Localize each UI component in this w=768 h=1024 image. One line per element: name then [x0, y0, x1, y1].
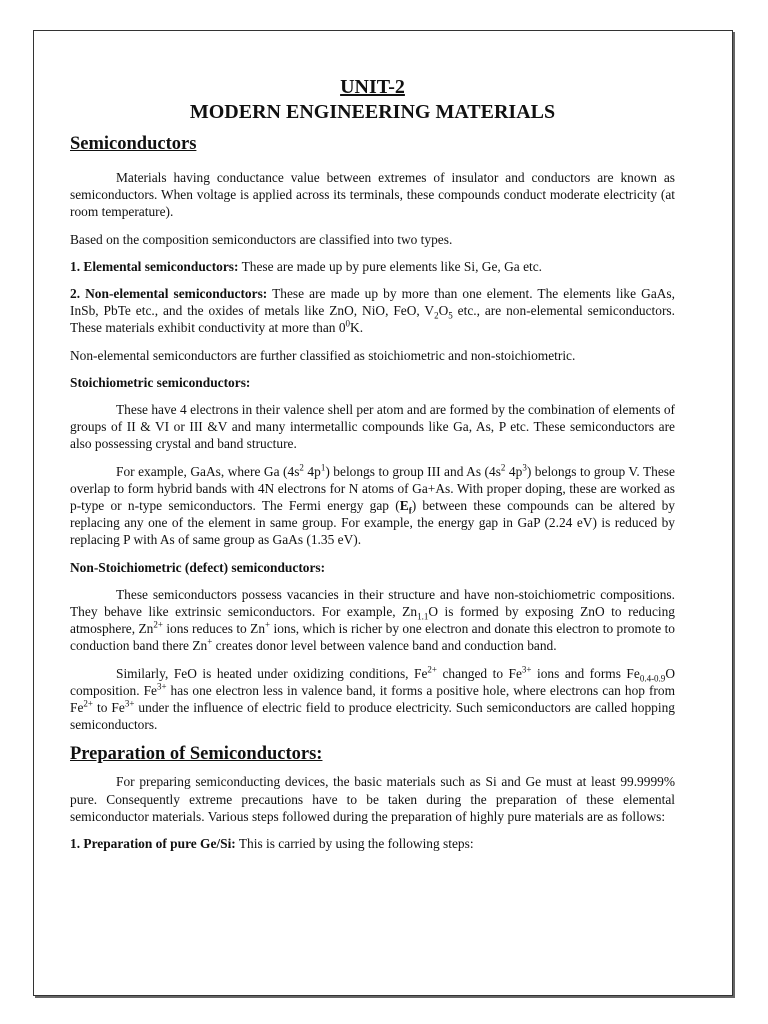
text-run: under the influence of electric field to produce electricity. Such semiconductors are called hopping semiconductors.: [70, 700, 675, 733]
paragraph-intro: Materials having conductance value between extremes of insulator and conductors are known as semiconductors. When voltage is applied across its terminals, these compounds conduct moderate electricity (at room temperature).: [70, 170, 675, 220]
paragraph-preparation: For preparing semiconducting devices, the basic materials such as Si and Ge must at least 99.9999% pure. Consequently extreme precautions have to be taken during the preparation of these elemental semiconductor materials. Various steps followed during the preparation of highly pure materials are as follows:: [70, 774, 675, 824]
subscript: 0.4-0.9: [639, 673, 666, 684]
text-run: 4p: [303, 463, 321, 479]
unit-subtitle: MODERN ENGINEERING MATERIALS: [189, 101, 556, 123]
step-1-label: 1. Preparation of pure Ge/Si:: [70, 836, 236, 852]
text-run: has one electron less in valence band, it forms a positive hole, where electrons can hop from Fe: [70, 682, 675, 716]
text-run: ions and forms Fe: [531, 665, 640, 681]
text-run: ) belongs to group III and As (4s: [325, 463, 501, 479]
superscript: 2+: [83, 698, 93, 709]
subscript: f: [408, 505, 412, 516]
fermi-symbol: E: [399, 498, 409, 514]
paragraph-elemental: [70, 258, 675, 275]
superscript: 2+: [153, 619, 163, 630]
unit-title: UNIT-2: [340, 76, 405, 98]
superscript: 3+: [156, 681, 167, 692]
text-run: ions, which is richer by one electron and donate this electron to promote to conduction band there Zn: [70, 621, 675, 654]
superscript: 1: [320, 462, 326, 473]
subscript: 1.1: [417, 611, 429, 622]
paragraph-further-classification: Non-elemental semiconductors are further classified as stoichiometric and non-stoichiometric.: [70, 347, 576, 363]
superscript: 3+: [124, 698, 135, 709]
text-run: etc., are non-elemental semiconductors. These materials exhibit conductivity at more than 0: [70, 303, 675, 336]
elemental-text: These are made up by pure elements like Si, Ge, Ga etc.: [238, 258, 543, 274]
text-run: These semiconductors possess vacancies in their structure and have non-stoichiometric compositions. They behave like extrinsic semiconductors. For example, Zn: [70, 586, 675, 620]
elemental-label: 1. Elemental semiconductors:: [70, 258, 239, 274]
superscript: +: [265, 619, 271, 630]
superscript: 2: [500, 462, 506, 473]
document-body: [70, 75, 675, 862]
text-run: O: [438, 303, 449, 319]
paragraph-non-elemental: [70, 285, 675, 337]
subscript: 5: [448, 310, 453, 321]
paragraph-stoichiometric-1: These have 4 electrons in their valence shell per atom and are formed by the combination of elements of groups of II & VI or III &V and many intermetallic compounds like Ga, As, P etc. These semiconductors are also possessing crystal and band structure.: [70, 402, 675, 452]
section-heading-preparation: Preparation of Semiconductors:: [70, 744, 323, 765]
step-1-text: This is carried by using the following steps:: [235, 836, 474, 852]
subscript: 2: [434, 310, 439, 321]
text-run: creates donor level between valence band and conduction band.: [212, 638, 557, 654]
non-elemental-label: 2. Non-elemental semiconductors:: [70, 286, 268, 302]
subheading-non-stoichiometric: Non-Stoichiometric (defect) semiconductors:: [70, 559, 326, 575]
text-run: to Fe: [92, 700, 125, 716]
superscript: 0: [345, 318, 351, 329]
text-run: For example, GaAs, where Ga (4s: [116, 463, 300, 479]
superscript: 3: [522, 462, 527, 473]
paragraph-non-stoichiometric-2: [70, 665, 675, 734]
section-heading-semiconductors: Semiconductors: [70, 134, 197, 154]
text-run: ) between these compounds can be altered by replacing any one of the element in same group. For example, the energy gap in GaP (2.24 eV) is reduced by replacing P with As of same group as GaAs (1.35 eV).: [70, 498, 676, 548]
subheading-stoichiometric: Stoichiometric semiconductors:: [70, 374, 251, 390]
text-run: O composition. Fe: [70, 665, 675, 698]
text-run: changed to Fe: [436, 665, 522, 681]
text-run: 4p: [505, 463, 523, 479]
superscript: 3+: [521, 664, 532, 675]
text-run: These are made up by more than one element. The elements like GaAs, InSb, PbTe etc., and the oxides of metals like ZnO, NiO, FeO, V: [70, 286, 675, 319]
paragraph-non-stoichiometric-1: [70, 586, 675, 655]
superscript: +: [207, 637, 213, 647]
text-run: K.: [350, 320, 364, 336]
text-run: O is formed by exposing ZnO to reducing atmosphere, Zn: [70, 604, 675, 637]
paragraph-preparation-step-1: [70, 835, 675, 852]
text-run: ) belongs to group V. These overlap to form hybrid bands with 4N electrons for N atoms of Ga+As. With proper doping, these are worked as p-type or n-type semiconductors. The Fermi energy gap (: [70, 463, 675, 514]
text-run: Similarly, FeO is heated under oxidizing conditions, Fe: [116, 665, 428, 681]
superscript: 2: [299, 462, 304, 473]
paragraph-stoichiometric-2: [70, 463, 675, 549]
superscript: 2+: [427, 664, 437, 675]
paragraph-classification: Based on the composition semiconductors are classified into two types.: [70, 231, 453, 247]
text-run: ions reduces to Zn: [162, 621, 266, 637]
